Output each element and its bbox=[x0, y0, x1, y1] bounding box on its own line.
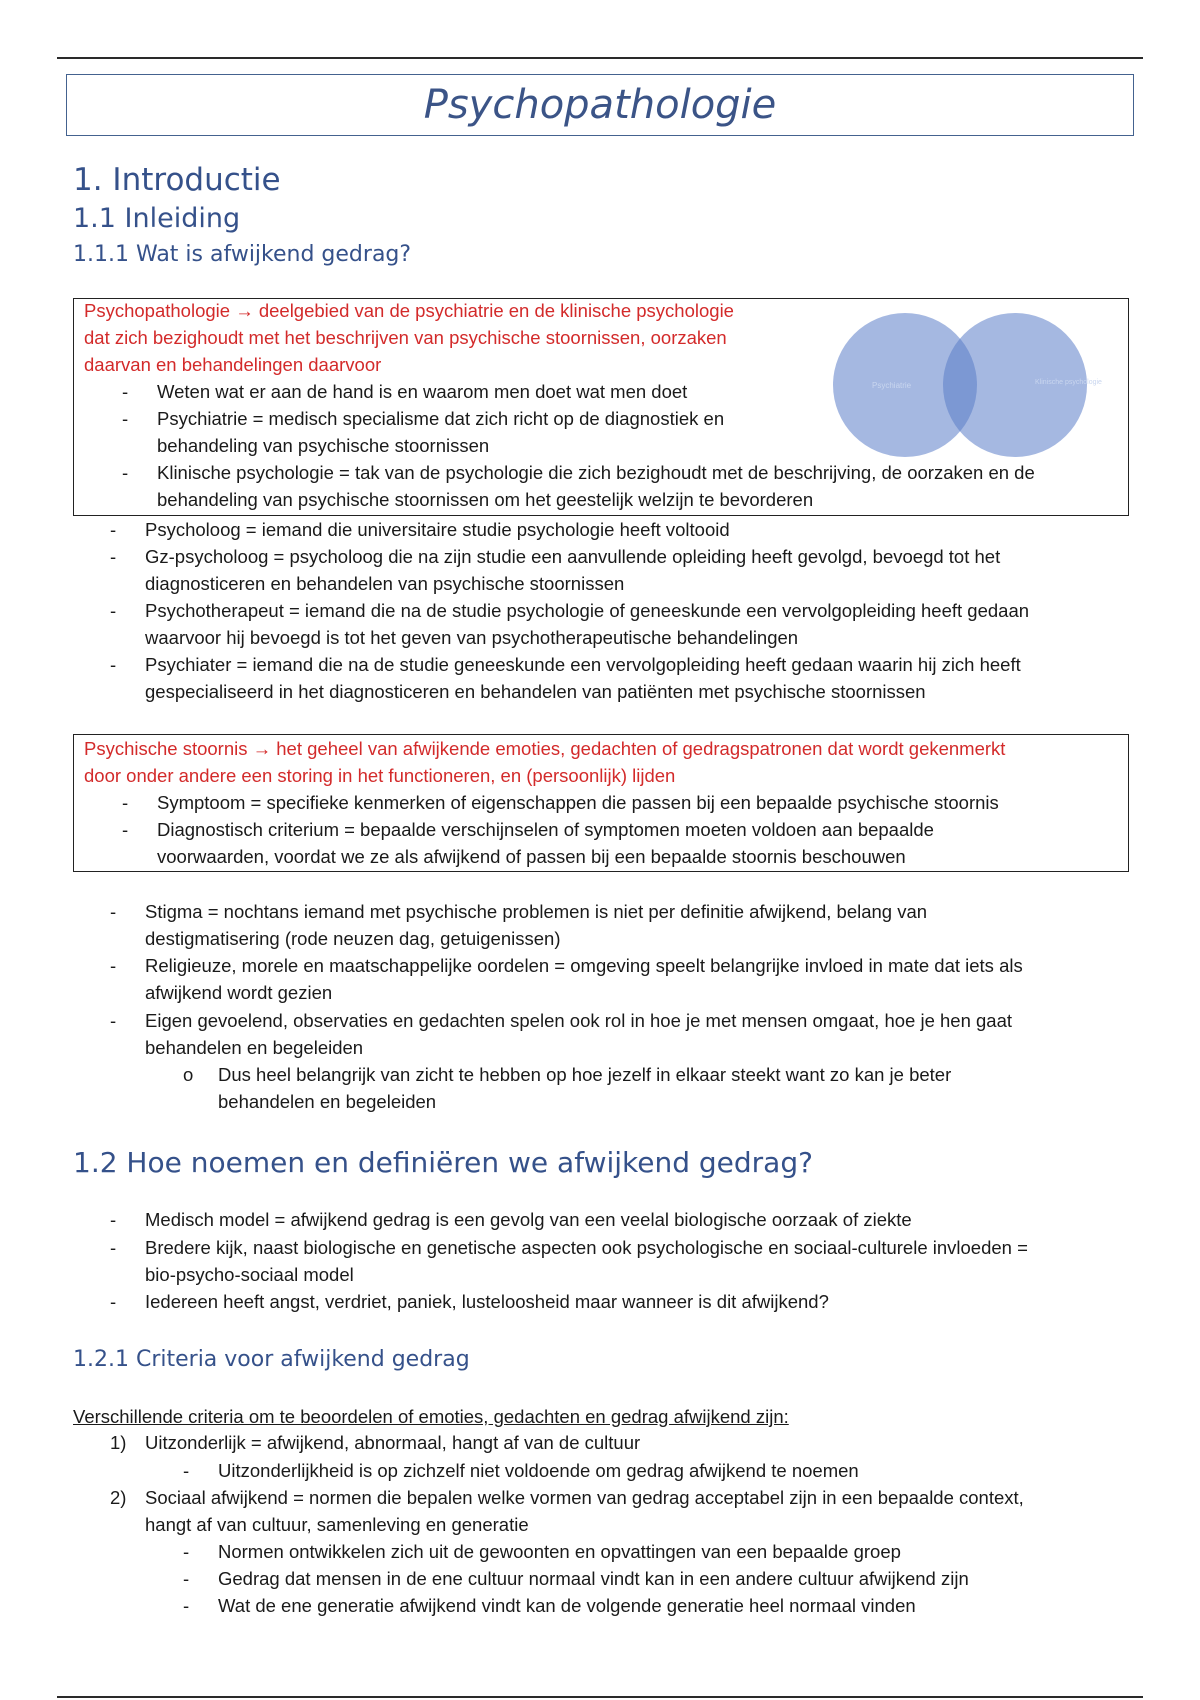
list-item-continuation: destigmatisering (rode neuzen dag, getuigenissen) bbox=[145, 928, 561, 949]
bullet-dash: - bbox=[110, 1237, 117, 1258]
bullet-dash: - bbox=[110, 1209, 117, 1230]
bullet-dash: - bbox=[110, 546, 117, 567]
heading-1-2: 1.2 Hoe noemen en definiëren we afwijkend gedrag? bbox=[73, 1146, 813, 1179]
list-item: Iedereen heeft angst, verdriet, paniek, lusteloosheid maar wanneer is dit afwijkend? bbox=[145, 1291, 829, 1312]
bullet-dash: - bbox=[183, 1541, 190, 1562]
definition-line: dat zich bezighoudt met het beschrijven van psychische stoornissen, oorzaken bbox=[84, 327, 727, 348]
criteria-sub-item: Gedrag dat mensen in de ene cultuur normaal vindt kan in een andere cultuur afwijkend zijn bbox=[218, 1568, 969, 1589]
list-item: Klinische psychologie = tak van de psychologie die zich bezighoudt met de beschrijving, de oorzaken en de bbox=[157, 462, 1035, 483]
bullet-dash: - bbox=[110, 1291, 117, 1312]
venn-label-right: Klinische psychologie bbox=[1035, 379, 1102, 386]
title-box bbox=[66, 74, 1134, 136]
bullet-circle: o bbox=[183, 1064, 194, 1085]
bullet-dash: - bbox=[110, 600, 117, 621]
list-item: Psycholoog = iemand die universitaire studie psychologie heeft voltooid bbox=[145, 519, 730, 540]
list-item-continuation: diagnosticeren en behandelen van psychische stoornissen bbox=[145, 573, 625, 594]
bullet-dash: - bbox=[110, 955, 117, 976]
criteria-item: Sociaal afwijkend = normen die bepalen welke vormen van gedrag acceptabel zijn in een bepaalde context, bbox=[145, 1487, 1024, 1508]
list-item: Stigma = nochtans iemand met psychische problemen is niet per definitie afwijkend, belang van bbox=[145, 901, 928, 922]
page-title: Psychopathologie bbox=[423, 82, 777, 128]
heading-1-2-1: 1.2.1 Criteria voor afwijkend gedrag bbox=[73, 1347, 470, 1372]
list-item: Psychiatrie = medisch specialisme dat zich richt op de diagnostiek en bbox=[157, 408, 725, 429]
sub-list-item-continuation: behandelen en begeleiden bbox=[218, 1091, 437, 1112]
list-item-continuation: gespecialiseerd in het diagnosticeren en behandelen van patiënten met psychische stoornissen bbox=[145, 681, 926, 702]
definition-line: Psychische stoornis → het geheel van afwijkende emoties, gedachten of gedragspatronen dat wordt gekenmerkt bbox=[84, 738, 1006, 759]
list-item: Psychiater = iemand die na de studie geneeskunde een vervolgopleiding heeft gedaan waarin hij zich heeft bbox=[145, 654, 1021, 675]
bullet-dash: - bbox=[122, 462, 129, 483]
definition-line: daarvan en behandelingen daarvoor bbox=[84, 354, 382, 375]
bullet-dash: - bbox=[122, 408, 129, 429]
criteria-number: 2) bbox=[110, 1487, 127, 1508]
bullet-dash: - bbox=[183, 1460, 190, 1481]
list-item: Gz-psycholoog = psycholoog die na zijn studie een aanvullende opleiding heeft gevolgd, bevoegd tot het bbox=[145, 546, 1001, 567]
heading-1: 1. Introductie bbox=[73, 162, 281, 198]
list-item: Symptoom = specifieke kenmerken of eigenschappen die passen bij een bepaalde psychische stoornis bbox=[157, 792, 999, 813]
list-item-continuation: voorwaarden, voordat we ze als afwijkend of passen bij een bepaalde stoornis beschouwen bbox=[157, 846, 906, 867]
bullet-dash: - bbox=[122, 381, 129, 402]
criteria-intro: Verschillende criteria om te beoordelen of emoties, gedachten en gedrag afwijkend zijn: bbox=[73, 1406, 789, 1427]
criteria-item-continuation: hangt af van cultuur, samenleving en generatie bbox=[145, 1514, 529, 1535]
bullet-dash: - bbox=[122, 819, 129, 840]
list-item: Religieuze, morele en maatschappelijke oordelen = omgeving speelt belangrijke invloed in mate dat iets als bbox=[145, 955, 1023, 976]
bullet-dash: - bbox=[183, 1568, 190, 1589]
list-item: Psychotherapeut = iemand die na de studie psychologie of geneeskunde een vervolgopleiding heeft gedaan bbox=[145, 600, 1030, 621]
list-item-continuation: behandeling van psychische stoornissen om het geestelijk welzijn te bevorderen bbox=[157, 489, 814, 510]
bottom-rule bbox=[57, 1696, 1143, 1698]
definition-line: Psychopathologie → deelgebied van de psychiatrie en de klinische psychologie bbox=[84, 300, 734, 321]
list-item-continuation: behandelen en begeleiden bbox=[145, 1037, 364, 1058]
venn-label-left: Psychiatrie bbox=[872, 381, 912, 390]
list-item: Bredere kijk, naast biologische en genetische aspecten ook psychologische en sociaal-culturele invloeden = bbox=[145, 1237, 1028, 1258]
bullet-dash: - bbox=[110, 654, 117, 675]
heading-1-1: 1.1 Inleiding bbox=[73, 203, 241, 234]
list-item: Eigen gevoelend, observaties en gedachten spelen ook rol in hoe je met mensen omgaat, hoe je hen gaat bbox=[145, 1010, 1013, 1031]
bullet-dash: - bbox=[122, 792, 129, 813]
list-item-continuation: afwijkend wordt gezien bbox=[145, 982, 333, 1003]
definition-line: door onder andere een storing in het functioneren, en (persoonlijk) lijden bbox=[84, 765, 676, 786]
bullet-dash: - bbox=[183, 1595, 190, 1616]
criteria-number: 1) bbox=[110, 1432, 127, 1453]
criteria-sub-item: Uitzonderlijkheid is op zichzelf niet voldoende om gedrag afwijkend te noemen bbox=[218, 1460, 859, 1481]
criteria-sub-item: Wat de ene generatie afwijkend vindt kan de volgende generatie heel normaal vinden bbox=[218, 1595, 916, 1616]
bullet-dash: - bbox=[110, 901, 117, 922]
list-item-continuation: waarvoor hij bevoegd is tot het geven van psychotherapeutische behandelingen bbox=[145, 627, 799, 648]
bullet-dash: - bbox=[110, 1010, 117, 1031]
criteria-item: Uitzonderlijk = afwijkend, abnormaal, hangt af van de cultuur bbox=[145, 1432, 641, 1453]
bullet-dash: - bbox=[110, 519, 117, 540]
list-item-continuation: behandeling van psychische stoornissen bbox=[157, 435, 490, 456]
list-item-continuation: bio-psycho-sociaal model bbox=[145, 1264, 354, 1285]
heading-1-1-1: 1.1.1 Wat is afwijkend gedrag? bbox=[73, 242, 412, 267]
top-rule bbox=[57, 57, 1143, 59]
list-item: Medisch model = afwijkend gedrag is een gevolg van een veelal biologische oorzaak of ziekte bbox=[145, 1209, 912, 1230]
criteria-sub-item: Normen ontwikkelen zich uit de gewoonten en opvattingen van een bepaalde groep bbox=[218, 1541, 901, 1562]
sub-list-item: Dus heel belangrijk van zicht te hebben op hoe jezelf in elkaar steekt want zo kan je beter bbox=[218, 1064, 952, 1085]
list-item: Weten wat er aan de hand is en waarom men doet wat men doet bbox=[157, 381, 688, 402]
list-item: Diagnostisch criterium = bepaalde verschijnselen of symptomen moeten voldoen aan bepaalde bbox=[157, 819, 934, 840]
venn-diagram bbox=[820, 310, 1110, 460]
